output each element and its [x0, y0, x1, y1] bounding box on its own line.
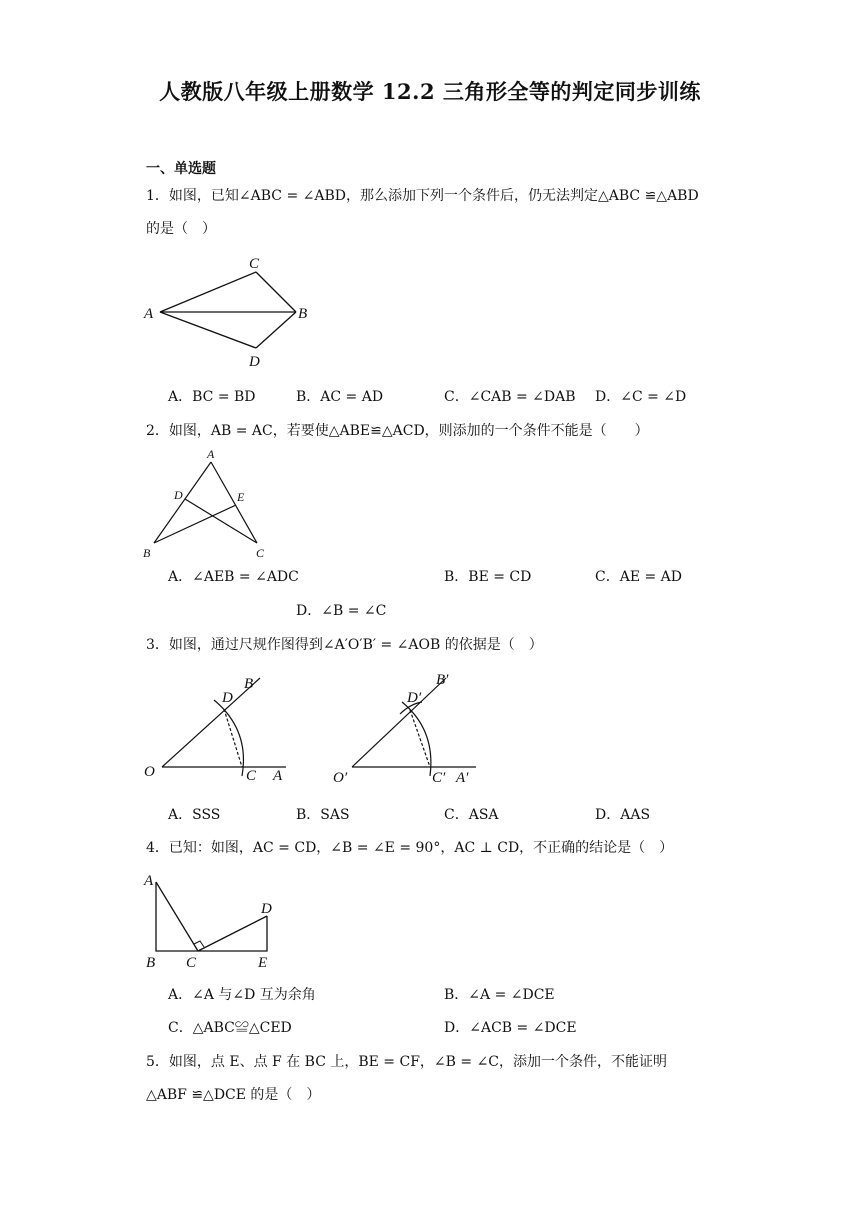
q1-text-line2: 的是（ ）: [146, 221, 216, 237]
q1-label-d: D: [249, 354, 260, 370]
q2-label-c: C: [256, 546, 265, 560]
q3-option-b[interactable]: B．SAS: [296, 807, 350, 823]
q4-option-b[interactable]: B．∠A = ∠DCE: [444, 987, 555, 1003]
page-title: 人教版八年级上册数学 12.2 三角形全等的判定同步训练: [159, 79, 701, 104]
q2-segment-cd: [185, 499, 257, 543]
q2-option-b[interactable]: B．BE = CD: [444, 569, 532, 585]
q4-option-d[interactable]: D．∠ACB = ∠DCE: [444, 1020, 577, 1036]
q1-option-d[interactable]: D．∠C = ∠D: [595, 389, 687, 405]
q1-text-line1: 1．如图，已知∠ABC = ∠ABD，那么添加下列一个条件后，仍无法判定△ABC ≌△ABD: [146, 188, 699, 204]
q3-figure-left: [140, 664, 310, 794]
q3-option-c[interactable]: C．ASA: [444, 807, 499, 823]
q4-label-c: C: [186, 955, 197, 971]
q1-label-b: B: [298, 306, 308, 322]
q3-label-c: C: [246, 768, 257, 784]
q1-label-a: A: [144, 306, 154, 322]
q3-figure-right: [330, 664, 510, 794]
q4-label-e: E: [258, 955, 268, 971]
q2-option-c[interactable]: C．AE = AD: [595, 569, 683, 585]
q1-segment-ad: [160, 312, 256, 348]
q2-segment-be: [154, 505, 236, 543]
q1-segment-ac: [160, 272, 256, 312]
section-heading: 一、单选题: [146, 161, 216, 177]
q4-outline: [156, 882, 267, 951]
q5-text-line1: 5．如图，点 E、点 F 在 BC 上，BE = CF，∠B = ∠C，添加一个条件，不能证明: [146, 1054, 668, 1070]
q1-figure: [140, 252, 340, 372]
q2-label-e: E: [237, 490, 245, 504]
q1-option-a[interactable]: A．BC = BD: [168, 389, 256, 405]
q3-option-d[interactable]: D．AAS: [595, 807, 651, 823]
q1-option-b[interactable]: B．AC = AD: [296, 389, 384, 405]
q1-segment-cb: [256, 272, 296, 312]
q4-figure: [140, 866, 300, 976]
q2-option-d[interactable]: D．∠B = ∠C: [296, 603, 387, 619]
q3-label-o-prime: O′: [333, 770, 348, 786]
q1-label-c: C: [249, 256, 260, 272]
q4-option-a[interactable]: A．∠A 与∠D 互为余角: [168, 987, 316, 1003]
q3-label-a: A: [273, 768, 283, 784]
q5-text-line2: △ABF ≌△DCE 的是（ ）: [146, 1087, 321, 1103]
q2-segment-ab: [154, 462, 211, 543]
q2-label-d: D: [174, 488, 183, 502]
q4-label-d: D: [261, 901, 272, 917]
q2-option-a[interactable]: A．∠AEB = ∠ADC: [168, 569, 299, 585]
q2-label-b: B: [143, 546, 151, 560]
q3-ray-o-prime-b-prime: [352, 678, 446, 767]
q2-label-a: A: [207, 447, 215, 461]
q3-label-c-prime: C′: [432, 770, 446, 786]
q4-segment-cd: [198, 916, 267, 951]
q4-segment-ac: [156, 882, 198, 951]
q3-option-a[interactable]: A．SSS: [168, 807, 221, 823]
q1-segment-db: [256, 312, 296, 348]
q3-label-d-prime: D′: [407, 690, 422, 706]
q2-segment-ac: [211, 462, 257, 543]
q3-text-line1: 3．如图，通过尺规作图得到∠A′O′B′ = ∠AOB 的依据是（ ）: [146, 637, 543, 653]
q3-label-a-prime: A′: [456, 770, 469, 786]
q3-label-d: D: [222, 690, 233, 706]
q2-figure: [140, 446, 280, 561]
q3-label-b: B: [244, 676, 254, 692]
q3-label-b-prime: B′: [436, 672, 449, 688]
q1-option-c[interactable]: C．∠CAB = ∠DAB: [444, 389, 576, 405]
q4-text-line1: 4．已知：如图，AC = CD，∠B = ∠E = 90°，AC ⊥ CD，不正确的结论是（ ）: [146, 840, 674, 856]
q4-label-a: A: [144, 873, 154, 889]
q3-chord-cd: [224, 709, 242, 767]
q4-label-b: B: [146, 955, 156, 971]
q3-arc-prime: [402, 702, 431, 776]
q2-text-line1: 2．如图，AB = AC，若要使△ABE≌△ACD，则添加的一个条件不能是（ ）: [146, 423, 649, 439]
q3-arc: [214, 700, 243, 776]
q3-label-o: O: [144, 764, 155, 780]
q4-option-c[interactable]: C．△ABC≌△CED: [168, 1020, 292, 1036]
